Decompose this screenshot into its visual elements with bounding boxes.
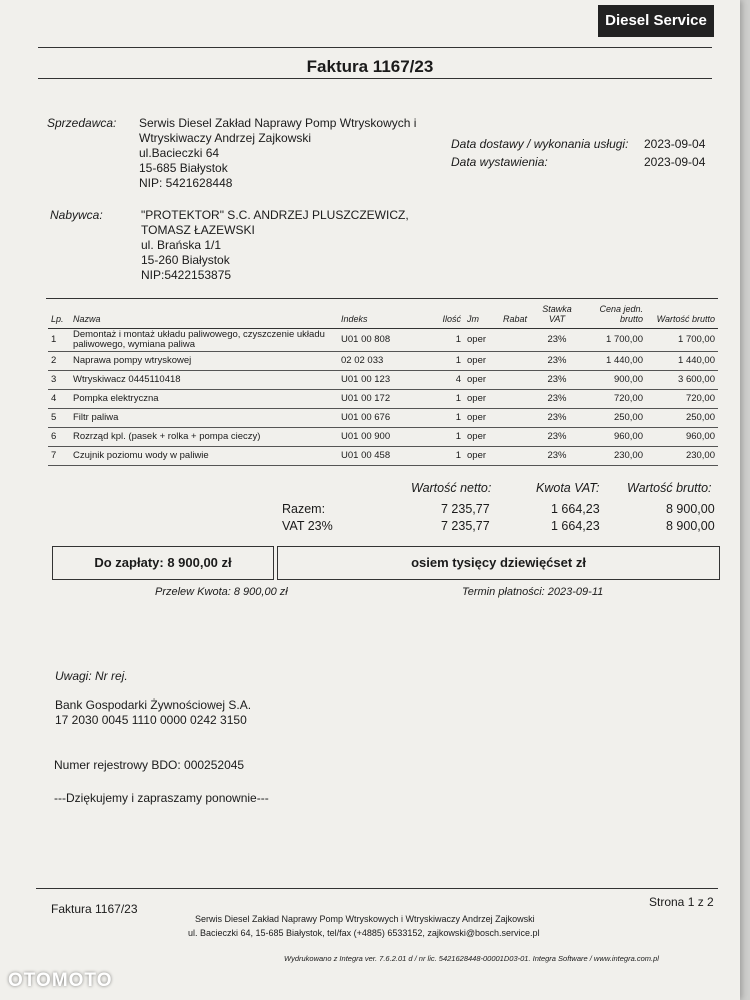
total-net: 7 235,77 <box>441 502 490 516</box>
cell-index: U01 00 123 <box>338 371 436 390</box>
col-discount: Rabat <box>500 302 536 329</box>
cell-value: 1 700,00 <box>646 329 718 352</box>
cell-value: 250,00 <box>646 409 718 428</box>
rate-net: 7 235,77 <box>441 519 490 533</box>
cell-price: 230,00 <box>578 447 646 466</box>
gross-value-header: Wartość brutto: <box>627 481 712 495</box>
col-lp: Lp. <box>48 302 70 329</box>
cell-discount <box>500 329 536 352</box>
seller-label: Sprzedawca: <box>47 116 117 130</box>
cell-lp: 3 <box>48 371 70 390</box>
cell-vat: 23% <box>536 352 578 371</box>
bank-account: 17 2030 0045 1110 0000 0242 3150 <box>55 713 247 727</box>
cell-name: Demontaż i montaż układu paliwowego, czyszczenie układu paliwowego, wymiana paliwa <box>70 329 338 352</box>
seller-address <box>139 116 416 191</box>
cell-qty: 4 <box>436 371 464 390</box>
cell-vat: 23% <box>536 371 578 390</box>
cell-vat: 23% <box>536 329 578 352</box>
cell-qty: 1 <box>436 447 464 466</box>
cell-lp: 2 <box>48 352 70 371</box>
col-index: Indeks <box>338 302 436 329</box>
cell-price: 1 700,00 <box>578 329 646 352</box>
footer-divider <box>36 888 718 889</box>
vat-amount-header: Kwota VAT: <box>536 481 600 495</box>
cell-qty: 1 <box>436 409 464 428</box>
cell-value: 3 600,00 <box>646 371 718 390</box>
transfer-amount: Przelew Kwota: 8 900,00 zł <box>155 586 288 598</box>
issue-date-value: 2023-09-04 <box>644 155 706 169</box>
buyer-line: TOMASZ ŁAZEWSKI <box>141 223 255 237</box>
seller-line: 15-685 Białystok <box>139 161 228 175</box>
cell-qty: 1 <box>436 329 464 352</box>
col-value: Wartość brutto <box>646 302 718 329</box>
buyer-line: NIP:5422153875 <box>141 268 232 282</box>
cell-discount <box>500 390 536 409</box>
table-row <box>48 390 718 409</box>
cell-price: 720,00 <box>578 390 646 409</box>
cell-qty: 1 <box>436 428 464 447</box>
delivery-date-value: 2023-09-04 <box>644 137 706 151</box>
cell-price: 250,00 <box>578 409 646 428</box>
cell-unit: oper <box>464 409 500 428</box>
buyer-line: 15-260 Białystok <box>141 253 230 267</box>
divider <box>38 47 712 48</box>
table-row <box>48 447 718 466</box>
amount-in-words-box: osiem tysięcy dziewięćset zł <box>277 546 720 580</box>
cell-value: 720,00 <box>646 390 718 409</box>
divider <box>38 78 712 79</box>
cell-vat: 23% <box>536 409 578 428</box>
cell-discount <box>500 428 536 447</box>
cell-value: 960,00 <box>646 428 718 447</box>
cell-index: U01 00 458 <box>338 447 436 466</box>
seller-line: NIP: 5421628448 <box>139 176 233 190</box>
buyer-address <box>141 208 409 283</box>
cell-name: Wtryskiwacz 0445110418 <box>70 371 338 390</box>
cell-price: 1 440,00 <box>578 352 646 371</box>
col-unit: Jm <box>464 302 500 329</box>
cell-discount <box>500 447 536 466</box>
footer-invoice-number: Faktura 1167/23 <box>51 902 138 916</box>
cell-lp: 4 <box>48 390 70 409</box>
table-row <box>48 352 718 371</box>
cell-unit: oper <box>464 371 500 390</box>
total-gross: 8 900,00 <box>666 502 715 516</box>
cell-price: 960,00 <box>578 428 646 447</box>
cell-value: 1 440,00 <box>646 352 718 371</box>
footer-company: Serwis Diesel Zakład Naprawy Pomp Wtryskowych i Wtryskiwaczy Andrzej Zajkowski <box>195 914 535 924</box>
rate-gross: 8 900,00 <box>666 519 715 533</box>
col-name: Nazwa <box>70 302 338 329</box>
cell-unit: oper <box>464 428 500 447</box>
cell-unit: oper <box>464 447 500 466</box>
cell-discount <box>500 352 536 371</box>
cell-name: Czujnik poziomu wody w paliwie <box>70 447 338 466</box>
thanks-note: ---Dziękujemy i zapraszamy ponownie--- <box>54 791 269 805</box>
cell-discount <box>500 371 536 390</box>
cell-name: Filtr paliwa <box>70 409 338 428</box>
cell-qty: 1 <box>436 352 464 371</box>
amount-due-box: Do zapłaty: 8 900,00 zł <box>52 546 274 580</box>
footer-software: Wydrukowano z Integra ver. 7.6.2.01 d / nr lic. 5421628448-00001D03-01. Integra Software / www.integra.com.pl <box>284 954 659 963</box>
cell-unit: oper <box>464 352 500 371</box>
cell-lp: 7 <box>48 447 70 466</box>
cell-index: 02 02 033 <box>338 352 436 371</box>
cell-lp: 5 <box>48 409 70 428</box>
cell-lp: 6 <box>48 428 70 447</box>
items-table <box>48 302 718 466</box>
cell-discount <box>500 409 536 428</box>
buyer-label: Nabywca: <box>50 208 103 222</box>
vat-rate-label: VAT 23% <box>282 519 333 533</box>
invoice-title: Faktura 1167/23 <box>306 57 434 76</box>
page-number: Strona 1 z 2 <box>649 895 714 909</box>
cell-vat: 23% <box>536 390 578 409</box>
cell-value: 230,00 <box>646 447 718 466</box>
cell-vat: 23% <box>536 447 578 466</box>
buyer-line: ul. Brańska 1/1 <box>141 238 222 252</box>
footer-address: ul. Bacieczki 64, 15-685 Białystok, tel/fax (+4885) 6533152, zajkowski@bosch.service.pl <box>188 928 540 938</box>
cell-index: U01 00 172 <box>338 390 436 409</box>
table-header-row <box>48 302 718 329</box>
table-row <box>48 371 718 390</box>
cell-lp: 1 <box>48 329 70 352</box>
rate-vat: 1 664,23 <box>551 519 600 533</box>
seller-line: ul.Bacieczki 64 <box>139 146 220 160</box>
table-row <box>48 329 718 352</box>
bdo-number: Numer rejestrowy BDO: 000252045 <box>54 758 245 772</box>
col-vat: Stawka VAT <box>536 302 578 329</box>
payment-term: Termin płatności: 2023-09-11 <box>462 586 604 598</box>
issue-date-label: Data wystawienia: <box>451 155 548 169</box>
cell-index: U01 00 676 <box>338 409 436 428</box>
divider <box>46 298 718 299</box>
cell-unit: oper <box>464 390 500 409</box>
col-qty: Ilość <box>436 302 464 329</box>
brand-logo: Diesel Service <box>598 5 714 37</box>
seller-line: Serwis Diesel Zakład Naprawy Pomp Wtryskowych i <box>139 116 417 130</box>
remarks: Uwagi: Nr rej. <box>55 669 128 683</box>
col-price: Cena jedn. brutto <box>578 302 646 329</box>
cell-vat: 23% <box>536 428 578 447</box>
total-vat: 1 664,23 <box>551 502 600 516</box>
cell-index: U01 00 900 <box>338 428 436 447</box>
table-row <box>48 428 718 447</box>
net-value-header: Wartość netto: <box>411 481 492 495</box>
otomoto-watermark: OTOMOTO <box>8 970 113 991</box>
table-row <box>48 409 718 428</box>
cell-name: Rozrząd kpl. (pasek + rolka + pompa cieczy) <box>70 428 338 447</box>
delivery-date-label: Data dostawy / wykonania usługi: <box>451 137 629 151</box>
total-label: Razem: <box>282 502 326 516</box>
cell-name: Pompka elektryczna <box>70 390 338 409</box>
buyer-line: "PROTEKTOR" S.C. ANDRZEJ PLUSZCZEWICZ, <box>141 208 409 222</box>
seller-line: Wtryskiwaczy Andrzej Zajkowski <box>139 131 312 145</box>
cell-name: Naprawa pompy wtryskowej <box>70 352 338 371</box>
bank-name: Bank Gospodarki Żywnościowej S.A. <box>55 698 252 712</box>
cell-qty: 1 <box>436 390 464 409</box>
cell-index: U01 00 808 <box>338 329 436 352</box>
cell-unit: oper <box>464 329 500 352</box>
cell-price: 900,00 <box>578 371 646 390</box>
